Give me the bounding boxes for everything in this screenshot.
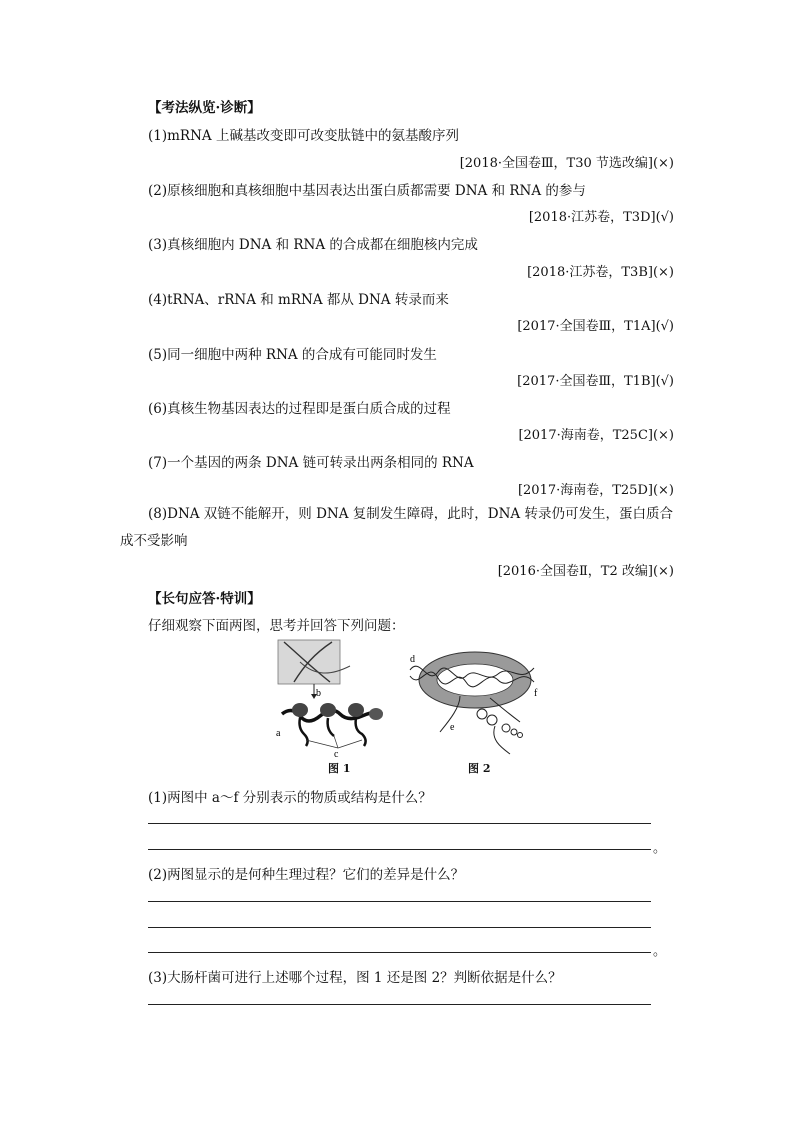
figure-2-illustration xyxy=(410,652,538,754)
figure-2-label-d: d xyxy=(410,654,415,665)
answer-period: 。 xyxy=(653,944,667,959)
diagnosis-item-4: (4)tRNA、rRNA 和 mRNA 都从 DNA 转录而来 xyxy=(148,292,449,308)
diagnosis-source-8: [2016·全国卷Ⅱ，T2 改编](×) xyxy=(497,564,674,579)
diagnosis-source-5: [2017·全国卷Ⅲ，T1B](√) xyxy=(517,374,674,389)
figure-1-label-a: a xyxy=(276,728,281,739)
diagnosis-source-3: [2018·江苏卷，T3B](×) xyxy=(527,265,674,280)
figure-1-label-c: c xyxy=(334,749,339,760)
diagnosis-source-6: [2017·海南卷，T25C](×) xyxy=(518,428,674,443)
answer-line xyxy=(148,1004,651,1005)
figure-1-caption: 图 1 xyxy=(328,762,351,775)
training-question-2: (2)两图显示的是何种生理过程？它们的差异是什么？ xyxy=(148,867,465,883)
diagnosis-source-1: [2018·全国卷Ⅲ，T30 节选改编](×) xyxy=(459,156,674,171)
answer-line xyxy=(148,849,651,850)
diagnosis-item-3: (3)真核细胞内 DNA 和 RNA 的合成都在细胞核内完成 xyxy=(148,237,478,253)
figure-panel xyxy=(270,636,540,776)
diagnosis-item-8: (8)DNA 双链不能解开，则 DNA 复制发生障碍，此时，DNA 转录仍可发生，蛋白质合成不受影响 xyxy=(120,506,673,549)
training-question-3: (3)大肠杆菌可进行上述哪个过程，图 1 还是图 2？判断依据是什么？ xyxy=(148,970,562,986)
figure-2-label-f: f xyxy=(534,688,538,699)
diagnosis-item-1: (1)mRNA 上碱基改变即可改变肽链中的氨基酸序列 xyxy=(148,128,459,144)
diagnosis-item-7: (7)一个基因的两条 DNA 链可转录出两条相同的 RNA xyxy=(148,455,474,471)
section-title-diagnosis: 【考法纵览·诊断】 xyxy=(148,100,261,116)
figure-1-illustration xyxy=(276,640,383,760)
training-question-1: (1)两图中 a～f 分别表示的物质或结构是什么？ xyxy=(148,790,432,806)
transcription-translation-figure xyxy=(270,636,540,761)
diagnosis-item-6: (6)真核生物基因表达的过程即是蛋白质合成的过程 xyxy=(148,401,451,417)
answer-line xyxy=(148,823,651,824)
diagnosis-source-4: [2017·全国卷Ⅲ，T1A](√) xyxy=(517,319,674,334)
diagnosis-item-5: (5)同一细胞中两种 RNA 的合成有可能同时发生 xyxy=(148,347,437,363)
diagnosis-item-2: (2)原核细胞和真核细胞中基因表达出蛋白质都需要 DNA 和 RNA 的参与 xyxy=(148,183,586,199)
figure-1-label-b: b xyxy=(316,688,321,699)
answer-line xyxy=(148,952,651,953)
figure-2-caption: 图 2 xyxy=(468,762,491,775)
section-title-training: 【长句应答·特训】 xyxy=(148,591,261,607)
answer-period: 。 xyxy=(653,841,667,856)
figure-2-label-e: e xyxy=(450,722,455,733)
training-intro: 仔细观察下面两图，思考并回答下列问题： xyxy=(148,618,405,634)
answer-line xyxy=(148,927,651,928)
diagnosis-source-2: [2018·江苏卷，T3D](√) xyxy=(528,210,674,225)
diagnosis-source-7: [2017·海南卷，T25D](×) xyxy=(517,483,674,498)
answer-line xyxy=(148,901,651,902)
